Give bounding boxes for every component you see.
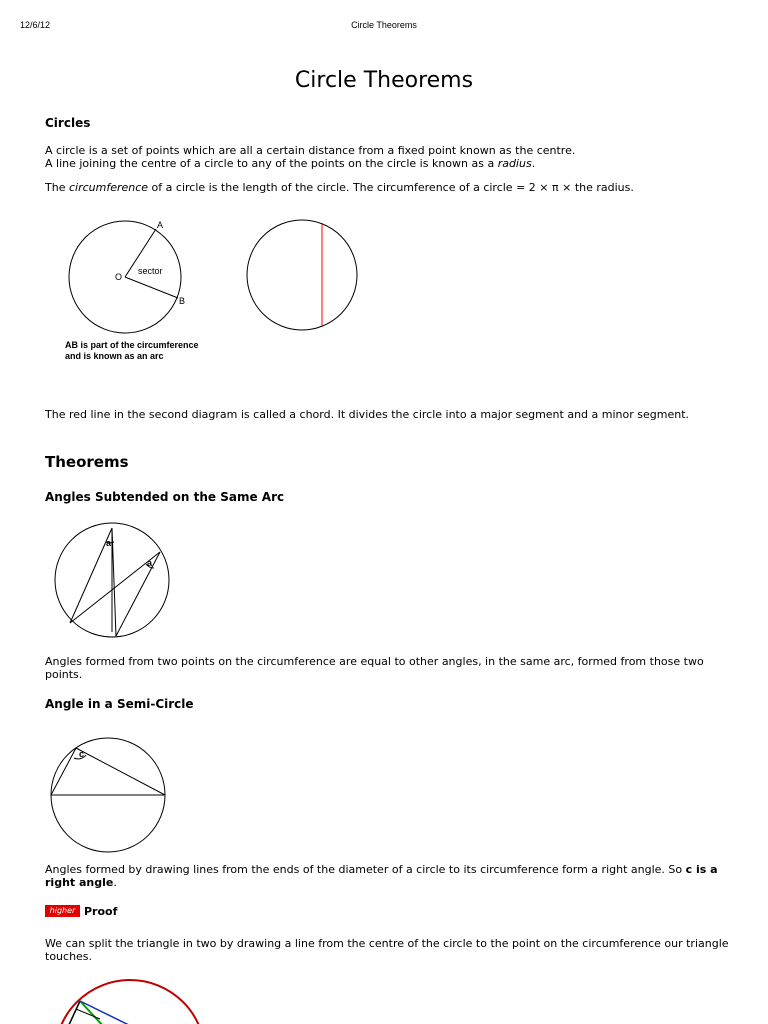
right-angle-term: c is a right angle (45, 863, 718, 889)
header-date: 12/6/12 (20, 20, 51, 30)
circles-paragraph (45, 144, 730, 170)
semi-circle-paragraph: Angles formed by drawing lines from the ends of the diameter of a circle to its circumference form a right angle. So c is a right angle. (45, 863, 718, 889)
line-apex-down (112, 528, 116, 636)
proof-circle (55, 980, 205, 1024)
label-b: B (179, 296, 186, 306)
label-o: O (115, 272, 123, 282)
triangle-left-side (51, 748, 76, 795)
arc-caption-2: and is known as an arc (65, 351, 164, 361)
circles-heading: Circles (45, 116, 91, 130)
circumference-paragraph: The circumference of a circle is the length of the circle. The circumference of a circle = 2 × π × the radius. (45, 181, 634, 194)
proof-right-side-blue (80, 1001, 190, 1024)
same-arc-heading: Angles Subtended on the Same Arc (45, 490, 285, 504)
chord-diagram (240, 215, 365, 340)
semi-circle-diagram (48, 735, 173, 860)
radius-ob (125, 277, 178, 298)
line-right-a (116, 552, 160, 636)
page-title: Circle Theorems (294, 68, 474, 93)
triangle-right-side (76, 748, 165, 795)
same-arc-paragraph: Angles formed from two points on the circumference are equal to other angles, in the same arc, formed from those two points. (45, 655, 704, 681)
proof-paragraph: We can split the triangle in two by drawing a line from the centre of the circle to the point on the circumference our triangle touches. (45, 937, 729, 963)
angle-label-a1: a (106, 538, 112, 548)
label-a: A (157, 220, 164, 230)
semi-circle-heading: Angle in a Semi-Circle (45, 697, 194, 711)
angle-label-a2: a (147, 558, 153, 568)
radius-term: radius (497, 157, 532, 170)
chord-paragraph: The red line in the second diagram is called a chord. It divides the circle into a major segment and a minor segment. (45, 408, 690, 421)
circle-outline (247, 220, 357, 330)
sector-diagram (60, 215, 230, 370)
label-sector: sector (138, 266, 163, 276)
same-arc-diagram (50, 520, 175, 645)
higher-badge: higher (45, 905, 80, 917)
circumference-term: circumference (68, 181, 149, 194)
proof-diagram (50, 975, 220, 1024)
arc-caption-1: AB is part of the circumference (65, 340, 199, 350)
proof-heading: Proof (84, 905, 118, 918)
circles-line1: A circle is a set of points which are all a certain distance from a fixed point known as the centre. (45, 144, 576, 157)
header-title: Circle Theorems (351, 20, 417, 30)
circles-line2: A line joining the centre of a circle to any of the points on the circle is known as a radius. (45, 157, 536, 170)
theorems-heading: Theorems (45, 453, 129, 471)
angle-label-c: c (79, 749, 85, 759)
